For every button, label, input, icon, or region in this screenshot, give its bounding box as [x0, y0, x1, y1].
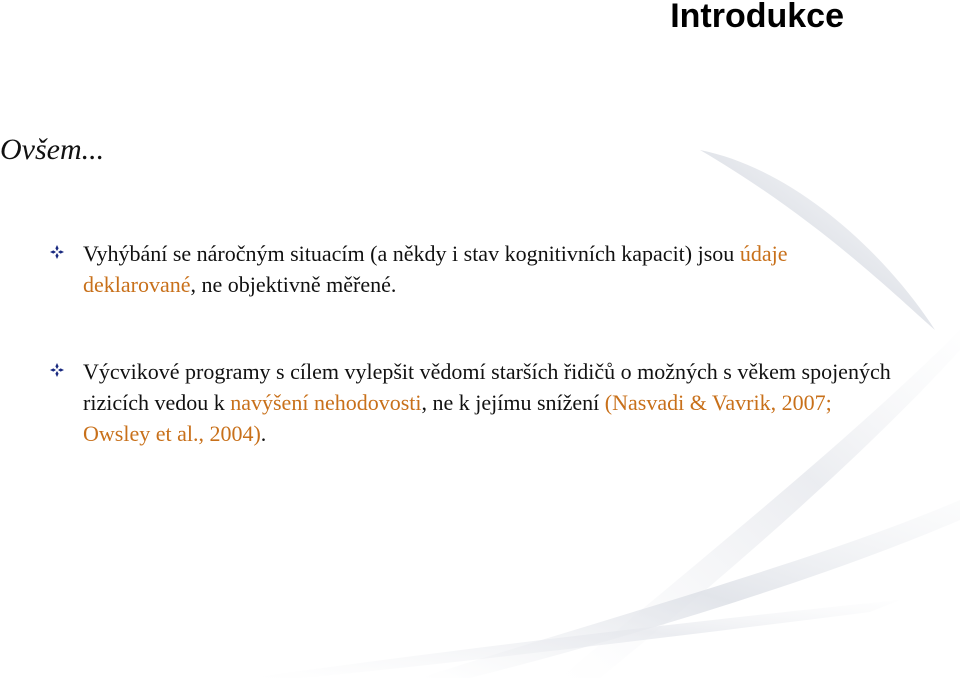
- bullet-2-text-end: .: [260, 421, 267, 446]
- bullet-2-text-middle: , ne k jejímu snížení: [421, 390, 605, 415]
- bullet-text-1: [83, 238, 900, 300]
- bullet-1-text-end: , ne objektivně měřené.: [190, 272, 397, 297]
- diamond-bullet-icon: [50, 356, 83, 382]
- slide-title: Introdukce: [670, 0, 844, 35]
- bullet-item-1: [50, 238, 900, 300]
- bullet-2-highlight: navýšení nehodovosti: [230, 390, 422, 415]
- slide-subtitle: Ovšem...: [0, 133, 105, 166]
- bullet-item-2: [50, 356, 900, 449]
- bullet-text-2: [83, 356, 900, 449]
- diamond-bullet-icon: [50, 238, 83, 264]
- bullet-2-text-part: Výcvikové programy s cílem vylepšit vědomí starších řidičů o možných s věkem spojených rizicích vedou k: [83, 359, 891, 415]
- bullet-1-text-part: Vyhýbání se náročným situacím (a někdy i stav kognitivních kapacit) jsou: [83, 241, 740, 266]
- bullet-1-highlight: údaje deklarované: [83, 241, 788, 297]
- bullet-2-citation: (Nasvadi & Vavrik, 2007; Owsley et al., 2004): [83, 390, 832, 446]
